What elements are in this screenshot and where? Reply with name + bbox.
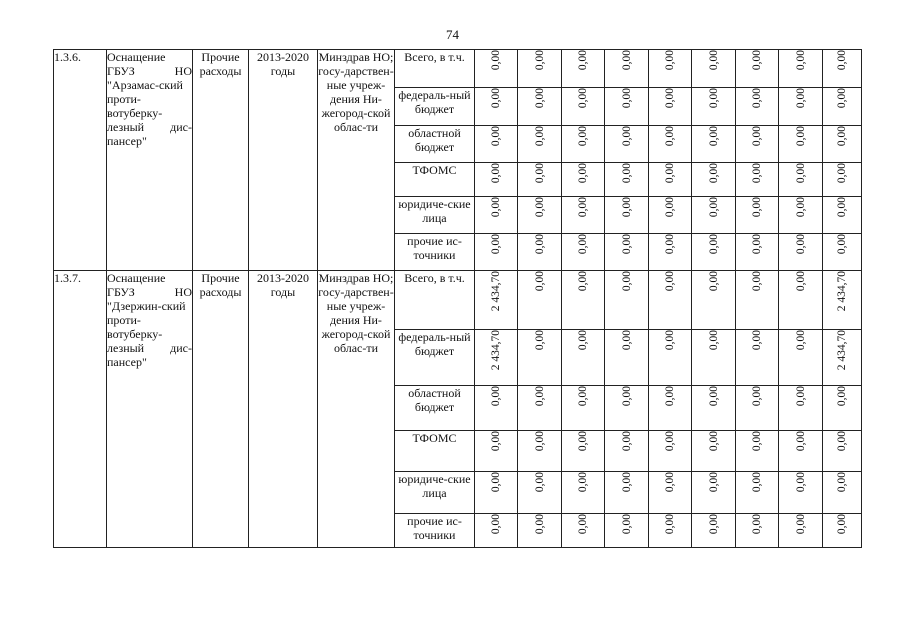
funding-source-label: прочие ис-точники xyxy=(395,514,475,548)
amount-value: 0,00 xyxy=(490,514,502,535)
value-cell xyxy=(736,514,779,548)
funding-source-label: Всего, в т.ч. xyxy=(395,271,475,330)
value-cell xyxy=(779,431,823,472)
value-cell xyxy=(562,386,605,431)
value-cell xyxy=(692,472,736,514)
value-cell xyxy=(823,88,862,126)
amount-value: 0,00 xyxy=(751,472,763,493)
value-cell xyxy=(518,163,562,197)
funding-source-label: областной бюджет xyxy=(395,126,475,163)
value-cell xyxy=(518,514,562,548)
value-cell xyxy=(518,88,562,126)
amount-value: 0,00 xyxy=(533,88,546,109)
value-cell xyxy=(692,88,736,126)
value-cell xyxy=(562,431,605,472)
value-cell xyxy=(736,126,779,163)
value-cell xyxy=(692,514,736,548)
value-cell xyxy=(605,472,649,514)
funding-source-label: ТФОМС xyxy=(395,431,475,472)
value-cell xyxy=(649,386,692,431)
amount-value: 0,00 xyxy=(794,514,807,535)
value-cell xyxy=(605,234,649,271)
value-cell xyxy=(475,472,518,514)
item-code: 1.3.7. xyxy=(54,271,107,548)
value-cell xyxy=(823,271,862,330)
amount-value: 0,00 xyxy=(707,472,720,493)
executor: Минздрав НО; госу-дарствен-ные учреж-дения Ни-жегород-ской облас-ти xyxy=(318,271,395,548)
amount-value: 0,00 xyxy=(751,234,763,255)
value-cell xyxy=(605,271,649,330)
amount-value: 0,00 xyxy=(751,163,763,184)
amount-value: 0,00 xyxy=(620,163,633,184)
value-cell xyxy=(779,386,823,431)
value-cell xyxy=(736,88,779,126)
amount-value: 0,00 xyxy=(533,271,546,292)
value-cell xyxy=(605,163,649,197)
amount-value: 0,00 xyxy=(533,234,546,255)
value-cell xyxy=(518,197,562,234)
amount-value: 0,00 xyxy=(707,50,720,71)
value-cell xyxy=(692,50,736,88)
amount-value: 0,00 xyxy=(577,386,589,407)
value-cell xyxy=(518,472,562,514)
budget-table xyxy=(53,49,862,548)
value-cell xyxy=(518,431,562,472)
value-cell xyxy=(649,126,692,163)
value-cell xyxy=(605,514,649,548)
amount-value: 0,00 xyxy=(794,88,807,109)
value-cell xyxy=(736,431,779,472)
value-cell xyxy=(475,514,518,548)
amount-value: 0,00 xyxy=(707,163,720,184)
value-cell xyxy=(779,234,823,271)
item-name: Оснащение ГБУЗ НО "Дзержин-ский проти-вотуберку-лезный дис-пансер" xyxy=(107,271,193,548)
amount-value: 0,00 xyxy=(490,472,502,493)
amount-value: 0,00 xyxy=(707,330,720,351)
amount-value: 0,00 xyxy=(577,126,589,147)
amount-value: 0,00 xyxy=(533,431,546,452)
value-cell xyxy=(562,88,605,126)
amount-value: 0,00 xyxy=(751,386,763,407)
value-cell xyxy=(823,330,862,386)
funding-source-label: федераль-ный бюджет xyxy=(395,88,475,126)
value-cell xyxy=(562,234,605,271)
table-row xyxy=(54,271,862,330)
amount-value: 0,00 xyxy=(707,197,720,218)
amount-value: 0,00 xyxy=(751,50,763,71)
amount-value: 0,00 xyxy=(836,234,848,255)
amount-value: 0,00 xyxy=(707,431,720,452)
value-cell xyxy=(649,330,692,386)
period: 2013-2020 годы xyxy=(249,271,318,548)
value-cell xyxy=(562,271,605,330)
value-cell xyxy=(649,197,692,234)
value-cell xyxy=(562,50,605,88)
amount-value: 0,00 xyxy=(836,386,848,407)
amount-value: 0,00 xyxy=(836,126,848,147)
amount-value: 0,00 xyxy=(620,330,633,351)
value-cell xyxy=(692,163,736,197)
value-cell xyxy=(692,234,736,271)
amount-value: 0,00 xyxy=(707,88,720,109)
value-cell xyxy=(823,50,862,88)
amount-value: 0,00 xyxy=(707,234,720,255)
amount-value: 0,00 xyxy=(577,163,589,184)
value-cell xyxy=(475,126,518,163)
value-cell xyxy=(736,330,779,386)
amount-value: 0,00 xyxy=(751,330,763,351)
amount-value: 0,00 xyxy=(794,163,807,184)
amount-value: 0,00 xyxy=(664,472,676,493)
amount-value: 0,00 xyxy=(577,271,589,292)
page-number: 74 xyxy=(446,27,459,42)
value-cell xyxy=(649,50,692,88)
value-cell xyxy=(649,88,692,126)
amount-value: 0,00 xyxy=(533,197,546,218)
value-cell xyxy=(779,472,823,514)
funding-source-label: ТФОМС xyxy=(395,163,475,197)
value-cell xyxy=(562,197,605,234)
value-cell xyxy=(475,386,518,431)
value-cell xyxy=(475,50,518,88)
value-cell xyxy=(649,234,692,271)
value-cell xyxy=(605,126,649,163)
amount-value: 0,00 xyxy=(707,126,720,147)
value-cell xyxy=(736,234,779,271)
value-cell xyxy=(779,514,823,548)
amount-value: 0,00 xyxy=(794,197,807,218)
funding-source-label: прочие ис-точники xyxy=(395,234,475,271)
value-cell xyxy=(475,234,518,271)
amount-value: 0,00 xyxy=(577,88,589,109)
value-cell xyxy=(736,50,779,88)
amount-value: 0,00 xyxy=(577,472,589,493)
value-cell xyxy=(823,197,862,234)
funding-source-label: областной бюджет xyxy=(395,386,475,431)
value-cell xyxy=(736,271,779,330)
amount-value: 0,00 xyxy=(664,431,676,452)
value-cell xyxy=(823,472,862,514)
amount-value: 2 434,70 xyxy=(490,330,502,371)
amount-value: 0,00 xyxy=(664,330,676,351)
amount-value: 0,00 xyxy=(794,386,807,407)
amount-value: 0,00 xyxy=(620,271,633,292)
period: 2013-2020 годы xyxy=(249,50,318,271)
amount-value: 0,00 xyxy=(620,50,633,71)
amount-value: 0,00 xyxy=(836,50,848,71)
amount-value: 0,00 xyxy=(620,197,633,218)
value-cell xyxy=(823,234,862,271)
amount-value: 0,00 xyxy=(664,197,676,218)
amount-value: 0,00 xyxy=(751,197,763,218)
value-cell xyxy=(692,431,736,472)
amount-value: 0,00 xyxy=(577,197,589,218)
value-cell xyxy=(649,271,692,330)
amount-value: 0,00 xyxy=(490,126,502,147)
value-cell xyxy=(823,163,862,197)
amount-value: 0,00 xyxy=(620,88,633,109)
amount-value: 0,00 xyxy=(577,330,589,351)
amount-value: 0,00 xyxy=(836,514,848,535)
amount-value: 0,00 xyxy=(664,271,676,292)
amount-value: 0,00 xyxy=(707,514,720,535)
value-cell xyxy=(649,163,692,197)
amount-value: 0,00 xyxy=(577,50,589,71)
amount-value: 2 434,70 xyxy=(490,271,502,312)
amount-value: 0,00 xyxy=(751,431,763,452)
value-cell xyxy=(605,330,649,386)
amount-value: 0,00 xyxy=(751,514,763,535)
value-cell xyxy=(605,197,649,234)
amount-value: 0,00 xyxy=(620,386,633,407)
value-cell xyxy=(475,330,518,386)
value-cell xyxy=(562,330,605,386)
executor: Минздрав НО; госу-дарствен-ные учреж-дения Ни-жегород-ской облас-ти xyxy=(318,50,395,271)
value-cell xyxy=(562,163,605,197)
amount-value: 0,00 xyxy=(836,88,848,109)
value-cell xyxy=(475,271,518,330)
amount-value: 2 434,70 xyxy=(836,271,848,312)
amount-value: 0,00 xyxy=(490,197,502,218)
amount-value: 0,00 xyxy=(794,271,807,292)
value-cell xyxy=(605,88,649,126)
amount-value: 0,00 xyxy=(836,163,848,184)
value-cell xyxy=(692,126,736,163)
value-cell xyxy=(823,431,862,472)
amount-value: 0,00 xyxy=(707,386,720,407)
amount-value: 0,00 xyxy=(794,234,807,255)
funding-source-label: юридиче-ские лица xyxy=(395,472,475,514)
value-cell xyxy=(562,472,605,514)
amount-value: 0,00 xyxy=(836,472,848,493)
amount-value: 0,00 xyxy=(490,50,502,71)
value-cell xyxy=(779,50,823,88)
amount-value: 0,00 xyxy=(620,431,633,452)
value-cell xyxy=(736,197,779,234)
amount-value: 0,00 xyxy=(533,50,546,71)
table-row xyxy=(54,50,862,88)
value-cell xyxy=(518,126,562,163)
amount-value: 0,00 xyxy=(751,88,763,109)
amount-value: 0,00 xyxy=(664,514,676,535)
value-cell xyxy=(779,197,823,234)
amount-value: 0,00 xyxy=(490,431,502,452)
funding-source-label: федераль-ный бюджет xyxy=(395,330,475,386)
item-name: Оснащение ГБУЗ НО "Арзамас-ский проти-вотуберку-лезный дис-пансер" xyxy=(107,50,193,271)
value-cell xyxy=(605,50,649,88)
amount-value: 0,00 xyxy=(664,163,676,184)
amount-value: 0,00 xyxy=(620,514,633,535)
value-cell xyxy=(823,386,862,431)
value-cell xyxy=(692,271,736,330)
amount-value: 0,00 xyxy=(664,88,676,109)
expense-type: Прочие расходы xyxy=(193,271,249,548)
amount-value: 0,00 xyxy=(664,126,676,147)
value-cell xyxy=(518,386,562,431)
value-cell xyxy=(779,271,823,330)
expense-type: Прочие расходы xyxy=(193,50,249,271)
amount-value: 0,00 xyxy=(794,431,807,452)
amount-value: 0,00 xyxy=(664,50,676,71)
value-cell xyxy=(692,386,736,431)
value-cell xyxy=(475,88,518,126)
value-cell xyxy=(518,330,562,386)
amount-value: 0,00 xyxy=(533,126,546,147)
amount-value: 0,00 xyxy=(620,126,633,147)
amount-value: 0,00 xyxy=(533,330,546,351)
amount-value: 0,00 xyxy=(533,386,546,407)
amount-value: 0,00 xyxy=(664,234,676,255)
value-cell xyxy=(518,50,562,88)
amount-value: 0,00 xyxy=(577,514,589,535)
value-cell xyxy=(736,163,779,197)
value-cell xyxy=(692,330,736,386)
value-cell xyxy=(562,514,605,548)
value-cell xyxy=(779,126,823,163)
amount-value: 0,00 xyxy=(751,126,763,147)
value-cell xyxy=(649,431,692,472)
value-cell xyxy=(823,514,862,548)
value-cell xyxy=(475,431,518,472)
amount-value: 0,00 xyxy=(577,431,589,452)
value-cell xyxy=(605,386,649,431)
value-cell xyxy=(823,126,862,163)
amount-value: 0,00 xyxy=(664,386,676,407)
amount-value: 0,00 xyxy=(751,271,763,292)
amount-value: 2 434,70 xyxy=(836,330,848,371)
value-cell xyxy=(562,126,605,163)
value-cell xyxy=(475,197,518,234)
amount-value: 0,00 xyxy=(490,386,502,407)
funding-source-label: юридиче-ские лица xyxy=(395,197,475,234)
value-cell xyxy=(779,330,823,386)
value-cell xyxy=(736,472,779,514)
amount-value: 0,00 xyxy=(577,234,589,255)
amount-value: 0,00 xyxy=(533,472,546,493)
amount-value: 0,00 xyxy=(620,472,633,493)
value-cell xyxy=(475,163,518,197)
amount-value: 0,00 xyxy=(836,197,848,218)
funding-source-label: Всего, в т.ч. xyxy=(395,50,475,88)
value-cell xyxy=(518,271,562,330)
value-cell xyxy=(692,197,736,234)
amount-value: 0,00 xyxy=(707,271,720,292)
value-cell xyxy=(518,234,562,271)
value-cell xyxy=(779,163,823,197)
amount-value: 0,00 xyxy=(794,126,807,147)
value-cell xyxy=(605,431,649,472)
amount-value: 0,00 xyxy=(490,234,502,255)
item-code: 1.3.6. xyxy=(54,50,107,271)
amount-value: 0,00 xyxy=(794,330,807,351)
amount-value: 0,00 xyxy=(490,163,502,184)
value-cell xyxy=(736,386,779,431)
amount-value: 0,00 xyxy=(490,88,502,109)
amount-value: 0,00 xyxy=(794,50,807,71)
amount-value: 0,00 xyxy=(533,163,546,184)
value-cell xyxy=(779,88,823,126)
amount-value: 0,00 xyxy=(836,431,848,452)
amount-value: 0,00 xyxy=(620,234,633,255)
amount-value: 0,00 xyxy=(794,472,807,493)
amount-value: 0,00 xyxy=(533,514,546,535)
value-cell xyxy=(649,514,692,548)
value-cell xyxy=(649,472,692,514)
